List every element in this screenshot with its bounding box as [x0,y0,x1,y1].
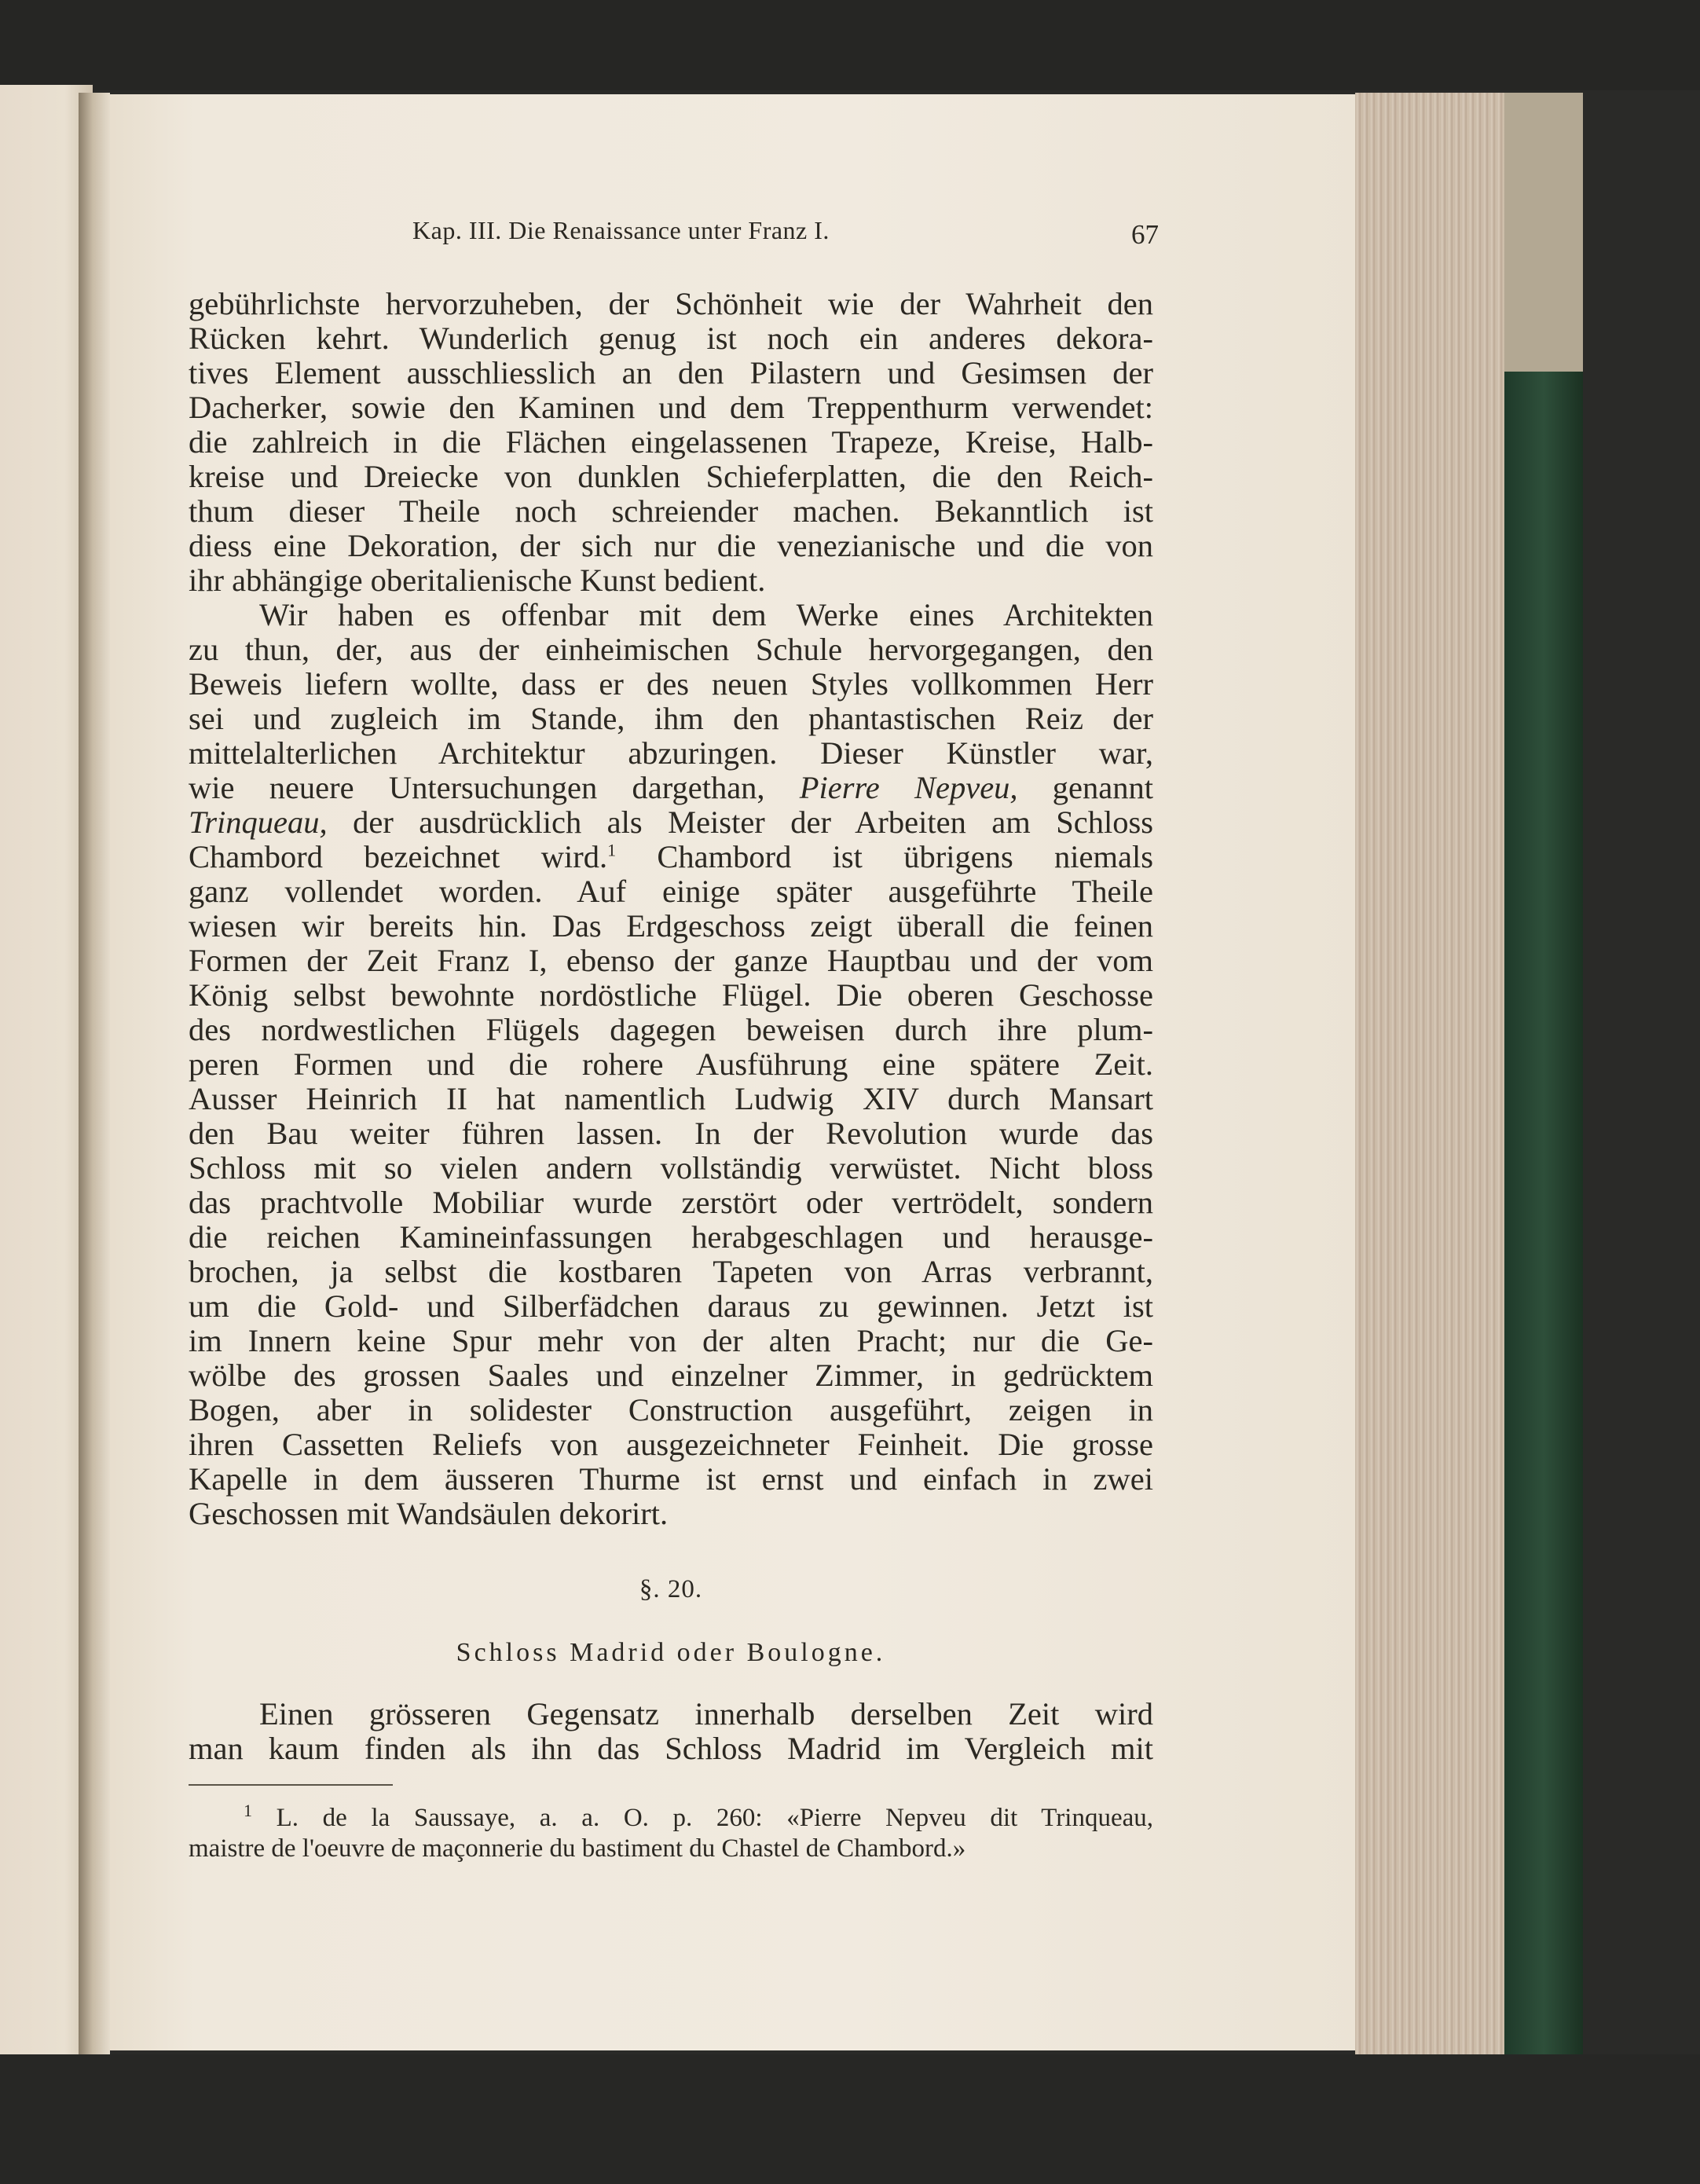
text-line: des nordwestlichen Flügels dagegen beweisen durch ihre plum- [189,1013,1153,1047]
text-line [189,840,1153,874]
text-segment: L. de la Saussaye, a. a. O. p. 260: «Pierre Nepveu dit Trinqueau, [252,1804,1153,1832]
text-line: ihr abhängige oberitalienische Kunst bedient. [189,563,766,598]
section-body [189,1697,1153,1766]
text-line: den Bau weiter führen lassen. In der Revolution wurde das [189,1116,1153,1151]
text-line: Kapelle in dem äusseren Thurme ist ernst und einfach in zwei [189,1462,1153,1497]
footnote-line: maistre de l'oeuvre de maçonnerie du bastiment du Chastel de Chambord.» [189,1834,966,1863]
text-line: das prachtvolle Mobiliar wurde zerstört oder vertrödelt, sondern [189,1185,1153,1220]
footnote-line [189,1803,1153,1834]
text-line: mittelalterlichen Architektur abzuringen. Dieser Künstler war, [189,736,1153,771]
text-segment: Chambord bezeichnet wird. [189,840,608,874]
background-bottom [0,2054,1700,2184]
text-line: Geschossen mit Wandsäulen dekorirt. [189,1497,669,1531]
footnote-rule [189,1784,393,1786]
text-line: Bogen, aber in solidester Construction ausgeführt, zeigen in [189,1393,1153,1427]
section-title: Schloss Madrid oder Boulogne. [456,1638,886,1667]
text-segment: genannt [1017,771,1153,805]
text-line: Dacherker, sowie den Kaminen und dem Treppenthurm verwendet: [189,390,1153,425]
text-line: Einen grösseren Gegensatz innerhalb derselben Zeit wird [259,1697,1153,1731]
background-top [0,0,1700,90]
page-number: 67 [1131,219,1159,250]
text-line: peren Formen und die rohere Ausführung eine spätere Zeit. [189,1047,1153,1082]
text-line: die reichen Kamineinfassungen herabgeschlagen und herausge- [189,1220,1153,1255]
text-line: ganz vollendet worden. Auf einige später ausgeführte Theile [189,874,1153,909]
text-line [189,805,1153,840]
cover-spine-band [1504,93,1583,372]
text-line: wiesen wir bereits hin. Das Erdgeschoss zeigt überall die feinen [189,909,1153,944]
text-segment: Chambord ist übrigens niemals [616,840,1153,874]
text-line: Rücken kehrt. Wunderlich genug ist noch ein anderes dekora- [189,321,1153,356]
text-line: ihren Cassetten Reliefs von ausgezeichneter Feinheit. Die grosse [189,1427,1153,1462]
text-segment: wie neuere Untersuchungen dargethan, [189,771,800,805]
running-head: Kap. III. Die Renaissance unter Franz I. [412,216,830,244]
text-line [189,771,1153,805]
text-line: kreise und Dreiecke von dunklen Schieferplatten, die den Reich- [189,460,1153,494]
text-line: die zahlreich in die Flächen eingelassenen Trapeze, Kreise, Halb- [189,425,1153,460]
text-line: um die Gold- und Silberfädchen daraus zu gewinnen. Jetzt ist [189,1289,1153,1324]
text-line: Beweis liefern wollte, dass er des neuen Styles vollkommen Herr [189,667,1153,702]
text-line: zu thun, der, aus der einheimischen Schule hervorgegangen, den [189,632,1153,667]
text-line: Ausser Heinrich II hat namentlich Ludwig XIV durch Mansart [189,1082,1153,1116]
page-header [189,216,1159,263]
footnote [189,1803,1153,1864]
text-line: man kaum finden als ihn das Schloss Madrid im Vergleich mit [189,1731,1153,1766]
text-segment: der ausdrücklich als Meister der Arbeiten am Schloss [327,805,1153,840]
text-line: gebührlichste hervorzuheben, der Schönheit wie der Wahrheit den [189,287,1153,321]
footnote-mark: 1 [244,1803,252,1820]
text-line: thum dieser Theile noch schreiender machen. Bekanntlich ist [189,494,1153,529]
text-line: tives Element ausschliesslich an den Pilastern und Gesimsen der [189,356,1153,390]
binding-gutter [79,93,110,2057]
text-line: König selbst bewohnte nordöstliche Flügel. Die oberen Geschosse [189,978,1153,1013]
text-line: Wir haben es offenbar mit dem Werke eines Architekten [259,598,1153,632]
architect-nickname: Trinqueau, [189,805,328,840]
section-number: §. 20. [639,1575,703,1603]
page-block-edges [1355,93,1512,2057]
text-line: Formen der Zeit Franz I, ebenso der ganze Hauptbau und der vom [189,944,1153,978]
text-line: brochen, ja selbst die kostbaren Tapeten von Arras verbrannt, [189,1255,1153,1289]
text-line: Schloss mit so vielen andern vollständig verwüstet. Nicht bloss [189,1151,1153,1185]
text-line: sei und zugleich im Stande, ihm den phantastischen Reiz der [189,702,1153,736]
body-text [189,287,1153,1531]
text-line: wölbe des grossen Saales und einzelner Zimmer, in gedrücktem [189,1358,1153,1393]
text-line: im Innern keine Spur mehr von der alten Pracht; nur die Ge- [189,1324,1153,1358]
book-cover [1504,93,1583,2065]
footnote-reference: 1 [607,840,617,860]
architect-name: Pierre Nepveu, [799,771,1018,805]
text-line: diess eine Dekoration, der sich nur die venezianische und die von [189,529,1153,563]
